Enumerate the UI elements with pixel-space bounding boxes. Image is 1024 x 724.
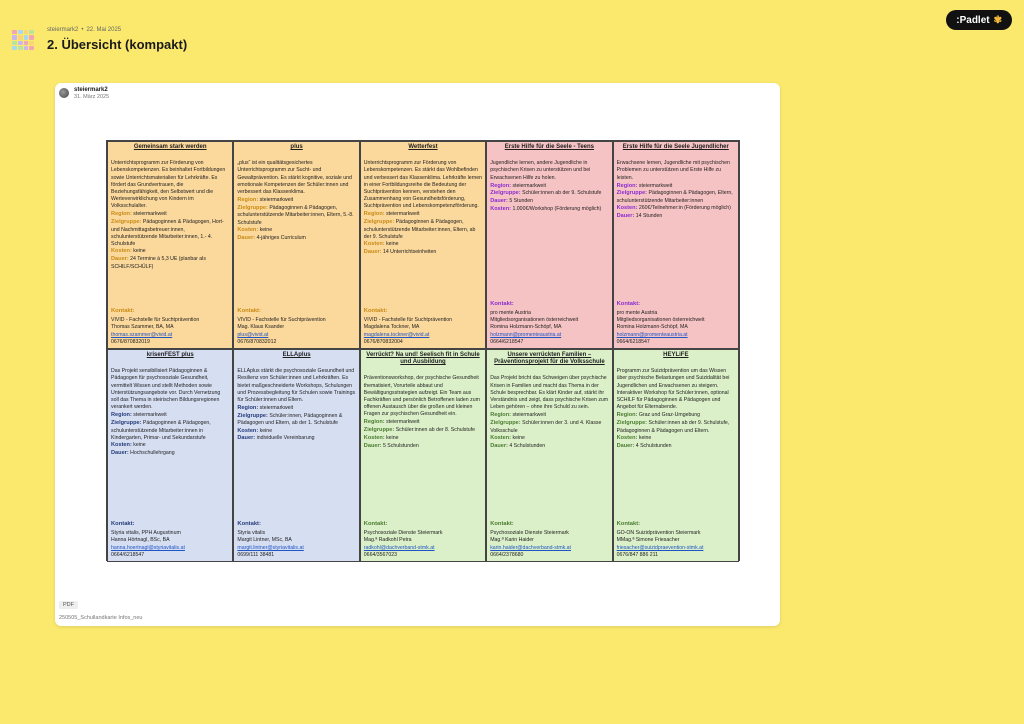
field-label: Zielgruppe: (490, 190, 521, 197)
contact-email-link[interactable]: radkohl@dachverband-stmk.at (363, 544, 435, 551)
contact-line: Styria vitalis, PPH Augustinum (111, 530, 181, 537)
program-cell (486, 141, 612, 349)
board-author[interactable]: steiermark2 (47, 27, 79, 33)
field-label: Region: (616, 182, 638, 189)
program-target-group (617, 190, 735, 205)
pdf-preview[interactable] (106, 140, 740, 561)
program-cost (111, 442, 229, 450)
contact-phone: 0676/870832004 (363, 338, 403, 345)
program-cell (613, 349, 739, 562)
field-label: Kosten: (111, 248, 132, 255)
field-value: keine (133, 248, 146, 255)
contact-phone: 0676/870832012 (237, 338, 277, 345)
field-value: Schüler:innen ab der 8. Schulstufe (395, 427, 476, 434)
field-label: Dauer: (616, 213, 635, 220)
program-description: ELLAplus stärkt die psychosoziale Gesundheit und Resilienz von Schüler:innen und Lehrkräften. Es bietet maßgeschneiderte Workshops, Schulungen und Prozessbegleitung für Schulen sowie Trainings für Schüler:innen und Eltern. (237, 368, 356, 403)
program-region (364, 211, 482, 219)
program-cost (364, 435, 482, 443)
contact-line: VIVID - Fachstelle für Suchtprävention (111, 317, 200, 324)
field-value: steiermarkweit (133, 211, 167, 218)
program-title: HEYLiFE (663, 352, 689, 358)
field-value: 4 Schulstunden (635, 442, 672, 449)
program-contact (111, 521, 229, 559)
contact-line: Romina Holzmann-Schöpf, MA (490, 324, 562, 331)
program-cell (360, 349, 486, 562)
contact-label: Kontakt: (616, 301, 641, 308)
contact-line: pro mente Austria (616, 310, 658, 317)
contact-line: Mag. Klaus Ksander (237, 324, 285, 331)
field-value: keine (386, 241, 399, 248)
field-value: steiermarkweit (386, 419, 420, 426)
program-cell (360, 141, 486, 349)
field-label: Region: (490, 182, 512, 189)
contact-line: VIVID - Fachstelle für Suchtprävention (363, 317, 453, 324)
program-cost (617, 435, 735, 443)
field-label: Region: (490, 412, 512, 419)
field-label: Kosten: (490, 205, 512, 212)
contact-email-link[interactable]: thomas.szammer@vivid.at (111, 331, 173, 338)
field-label: Dauer: (237, 234, 256, 241)
post-card[interactable] (55, 83, 780, 626)
board-date: 22. Mai 2025 (86, 27, 122, 33)
field-label: Kosten: (616, 205, 638, 212)
program-contact (237, 521, 355, 559)
field-label: Zielgruppe: (237, 412, 268, 419)
field-value: steiermarkweit (512, 182, 546, 189)
field-label: Zielgruppe: (237, 204, 268, 211)
contact-email-link[interactable]: holzmann@promenteaustria.at (490, 331, 562, 338)
program-cell (107, 141, 233, 349)
program-title: Wetterfest (408, 144, 438, 150)
avatar[interactable] (59, 88, 69, 98)
field-value: individuelle Vereinbarung (256, 435, 315, 442)
contact-line: Mitgliedsorganisationen österreichweit (490, 317, 579, 324)
program-table (106, 140, 740, 561)
field-label: Zielgruppe: (363, 427, 395, 434)
field-label: Dauer: (237, 435, 256, 442)
program-region (111, 211, 229, 219)
contact-email-link[interactable]: holzmann@promenteaustria.at (616, 331, 688, 338)
field-value: Schüler:innen, Pädagoginnen & Pädagogen und Eltern, ab der 1. Schulstufe (237, 412, 343, 427)
program-duration (111, 450, 229, 458)
program-region (617, 183, 735, 191)
program-duration (617, 443, 735, 451)
program-cost (111, 248, 229, 256)
program-region (490, 412, 608, 420)
field-label: Zielgruppe: (616, 190, 648, 197)
program-duration (617, 213, 735, 221)
contact-email-link[interactable]: plus@vivid.at (237, 331, 269, 338)
program-duration (111, 256, 229, 271)
contact-phone: 0676/847 886 211 (616, 551, 659, 558)
program-contact (364, 308, 482, 346)
field-value: Pädagoginnen & Pädagogen, schulunterstützende Mitarbeiter:innen, Eltern, ab der 9. Schulstufe (363, 219, 476, 240)
contact-line: MMag.ª Simone Friesacher (616, 537, 680, 544)
program-description: Jugendliche lernen, andere Jugendliche in psychischen Krisen zu unterstützen und bei Erwachsenen Hilfe zu holen. (490, 160, 591, 181)
program-target-group (111, 219, 229, 248)
contact-line: Styria vitalis (237, 530, 266, 537)
field-value: keine (386, 434, 399, 441)
program-target-group (617, 420, 735, 435)
program-description: Unterrichtsprogramm zur Förderung von Lebenskompetenzen. Es beinhaltet Fortbildungen sowie Unterrichtsmaterialien für Lehrkräfte. Es fördert das Grundvertrauen, die Beziehungsfähigkeit, den Selbstwert und die Werteverwirklichung von Kindern im Volksschulalter. (111, 160, 226, 210)
program-description: Programm zur Suizidprävention um das Wissen über psychische Belastungen und Suizidalität bei Jugendlichen und Erwachsenen zu steigern. Interaktiver Workshop für Schüler:innen, optional SCHILF für Pädagoginnen & Pädagogen und Angebot für Elternabende. (616, 368, 730, 411)
field-label: Region: (616, 412, 638, 419)
program-cell (107, 349, 233, 562)
page-title: 2. Übersicht (kompakt) (47, 37, 188, 52)
field-label: Kosten: (111, 442, 132, 448)
field-value: 5 Stunden (509, 198, 534, 205)
contact-line: Mag.ª Radkohl Petra (363, 537, 412, 544)
contact-label: Kontakt: (111, 521, 135, 528)
program-cost (364, 241, 482, 249)
contact-line: pro mente Austria (490, 310, 531, 317)
program-cost (490, 198, 608, 206)
program-cost (617, 205, 735, 213)
field-value: keine (512, 434, 525, 441)
contact-line: Psychosoziale Dienste Steiermark (363, 530, 443, 537)
field-value: steiermarkweit (638, 182, 673, 189)
post-author[interactable]: steiermark2 (74, 87, 108, 93)
program-contact (111, 308, 229, 346)
attachment-filename[interactable]: 250505_Schullandkarte Infos_neu (59, 615, 143, 621)
program-cell (613, 141, 739, 349)
field-value: steiermarkweit (512, 412, 546, 419)
program-target-group (237, 205, 355, 227)
program-region (237, 405, 355, 413)
field-label: Kosten: (616, 434, 638, 441)
field-label: Region: (111, 412, 132, 419)
field-label: Dauer: (363, 442, 382, 449)
field-value: Graz und Graz-Umgebung (638, 412, 701, 419)
program-title: Erste Hilfe für die Seele Jugendlicher (622, 144, 729, 150)
contact-phone: 0664/3567023 (363, 551, 397, 558)
program-duration (490, 443, 608, 451)
contact-email-link[interactable]: magdalena.tockner@vivid.at (363, 331, 430, 338)
board-meta (47, 27, 121, 33)
program-region (237, 197, 355, 205)
program-cell (486, 349, 612, 562)
program-description: Erwachsene lernen, Jugendliche mit psychischen Problemen zu unterstützen und Erste Hilfe zu leisten. (616, 160, 730, 181)
field-value: Pädagoginnen & Pädagogen, Hort- und Nachmittagsbetreuer:innen, schulunterstützende Mitarbeiter:innen, 1.- 4. Schulstufe (111, 219, 224, 248)
field-label: Zielgruppe: (490, 419, 521, 426)
field-value: 14 Unterrichtseinheiten (382, 248, 437, 255)
field-label: Kosten: (363, 434, 385, 441)
field-label: Kosten: (237, 226, 259, 233)
contact-phone: 0664/6218547 (111, 551, 145, 558)
program-description: Das Projekt bricht das Schweigen über psychische Krisen in Familien und macht das Thema in der Schule besprechbar. Es klärt Kinder auf, stärkt ihr Verständnis und zeigt, dass psychische Krisen zum Leben gehören – ohne ihre Schuld zu sein. (490, 375, 609, 411)
field-label: Kosten: (363, 241, 385, 248)
program-duration (237, 435, 355, 443)
program-title: Erste Hilfe für die Seele - Teens (504, 144, 595, 150)
program-region (490, 183, 608, 191)
program-region (364, 419, 482, 427)
attachment-type-badge: PDF (59, 601, 78, 609)
program-title: Gemeinsam stark werden (133, 144, 207, 150)
meta-separator: • (81, 27, 84, 33)
field-value: Schüler:innen ab der 9. Schulstufe (522, 190, 602, 197)
field-label: Zielgruppe: (616, 419, 648, 426)
program-contact (617, 521, 735, 559)
field-label: Region: (363, 419, 385, 426)
field-value: steiermarkweit (259, 405, 294, 412)
contact-phone: 0699/111 38481 (237, 551, 275, 558)
flower-icon: ✾ (993, 14, 1002, 26)
field-label: Dauer: (111, 256, 129, 263)
program-region (617, 412, 735, 420)
field-label: Region: (363, 211, 385, 218)
field-label: Dauer: (363, 248, 382, 255)
field-value: steiermarkweit (133, 412, 167, 419)
contact-label: Kontakt: (363, 308, 388, 315)
field-value: keine (259, 427, 273, 434)
contact-label: Kontakt: (237, 521, 261, 528)
program-contact (237, 308, 355, 346)
program-target-group (490, 420, 608, 435)
contact-email-link[interactable]: karin.haider@dachverband-stmk.at (490, 544, 571, 551)
program-cell (233, 349, 359, 562)
program-duration (237, 235, 355, 243)
field-value: 260€/Teilnehmer:in (Förderung möglich) (638, 205, 731, 212)
program-title: Verrückt? Na und! Seelisch fit in Schule und Ausbildung (366, 352, 480, 366)
contact-label: Kontakt: (363, 521, 388, 528)
contact-phone: 0664/6218547 (616, 338, 650, 345)
contact-line: Romina Holzmann-Schöpf, MA (616, 324, 688, 331)
contact-phone: 0664/2378680 (490, 551, 524, 558)
field-value: keine (133, 442, 146, 448)
program-target-group (364, 427, 482, 435)
field-label: Dauer: (490, 198, 508, 205)
field-value: Pädagoginnen & Pädagogen, schulunterstützende Mitarbeiter:innen in Kindergarten, Primar- und Sekundarstufe (111, 419, 211, 441)
field-label: Zielgruppe: (111, 419, 142, 426)
field-label: Dauer: (616, 442, 635, 449)
field-value: steiermarkweit (386, 211, 420, 218)
field-value: 4 Schulstunden (509, 442, 546, 449)
field-value: steiermarkweit (259, 197, 294, 204)
field-label: Region: (237, 405, 259, 412)
post-date: 31. März 2025 (74, 94, 110, 100)
field-value: 1.000€/Workshop (Förderung möglich) (512, 205, 602, 212)
field-label: Zielgruppe: (363, 219, 395, 226)
field-value: 4-jähriges Curriculum (256, 234, 306, 241)
contact-phone: 0676/870832019 (111, 338, 150, 345)
field-label: Kosten: (237, 427, 259, 434)
contact-line: Magdalena Tockner, MA (363, 324, 420, 331)
padlet-logo-button[interactable] (946, 10, 1012, 30)
field-value: 14 Stunden (635, 213, 663, 220)
contact-line: Mag.ª Karin Haider (490, 537, 534, 544)
contact-line: Thomas Szammer, BA, MA (111, 324, 174, 331)
field-value: keine (259, 226, 273, 233)
field-value: 5 Schulstunden (382, 442, 419, 449)
program-cell (233, 141, 359, 349)
contact-label: Kontakt: (490, 301, 514, 308)
field-value: 24 Termine à 5,3 UE (planbar als SCHILF/SCHÜLF) (111, 256, 206, 270)
contact-label: Kontakt: (237, 308, 261, 315)
program-contact (490, 521, 608, 559)
contact-email-link[interactable]: hanna.hoertnagl@styriavitalis.at (111, 544, 185, 551)
program-title: plus (290, 144, 303, 150)
contact-label: Kontakt: (616, 521, 641, 528)
program-contact (617, 301, 735, 346)
field-label: Region: (237, 197, 259, 204)
program-region (111, 412, 229, 420)
field-label: Region: (111, 211, 132, 218)
program-title: Unsere verrückten Familien – Präventionsprojekt für die Volksschule (494, 352, 605, 366)
field-value: Schüler:innen ab der 9. Schulstufe, Pädagoginnen & Pädagogen und Eltern. (616, 419, 730, 434)
contact-line: VIVID - Fachstelle für Suchtprävention (237, 317, 326, 324)
contact-line: Mitgliedsorganisationen österreichweit (616, 317, 705, 324)
field-value: Pädagoginnen & Pädagogen, schulunterstützende Mitarbeiter:innen, Eltern, 5.-8. Schulstufe (237, 204, 354, 226)
program-contact (364, 521, 482, 559)
program-description: „plus“ ist ein qualitätsgesichertes Unterrichtsprogramm zur Sucht- und Gewaltprävention. Es stärkt kognitive, soziale und emotionale Kompetenzen der Schüler:innen und verbessert das Klassenklima. (237, 160, 352, 195)
field-label: Kosten: (490, 434, 512, 441)
program-duration (364, 443, 482, 451)
field-value: Schüler:innen der 3. und 4. Klasse Volksschule (490, 419, 602, 434)
padlet-thumbnail[interactable] (12, 30, 34, 50)
program-contact (490, 301, 608, 346)
program-description: Das Projekt sensibilisiert Pädagoginnen & Pädagogen für psychosoziale Gesundheit, vermittelt Wissen und stellt Methoden sowie Unterstützungsangebote vor. Durch Vernetzung soll das Thema in steirischen Bildungsregionen verankert werden. (111, 368, 221, 411)
field-value: Hochschullehrgang (130, 449, 175, 456)
program-title: krisenFEST plus (146, 352, 194, 358)
field-value: Pädagoginnen & Pädagogen, Eltern, schulunterstützende Mitarbeiter:innen (616, 190, 733, 205)
contact-label: Kontakt: (490, 521, 514, 528)
program-duration (364, 249, 482, 257)
program-description: Präventionsworkshop, der psychische Gesundheit thematisiert, Vorurteile abbaut und Bewältigungsstrategien aufzeigt. Ein Team aus Fachkräften und persönlich Betroffenen laden zum offenen Austausch über die großen und kleinen Fragen zur psychischen Gesundheit ein. (363, 375, 480, 418)
contact-email-link[interactable]: margit.lintner@styriavitalis.at (237, 544, 304, 551)
program-target-group (237, 413, 355, 428)
program-target-group (364, 219, 482, 241)
contact-line: GO-ON Suizidprävention Steiermark (616, 530, 701, 537)
field-value: keine (638, 434, 652, 441)
contact-line: Hanna Hörtnagl, BSc, BA (111, 537, 170, 544)
padlet-logo-text: :Padlet (956, 14, 990, 26)
program-target-group (490, 190, 608, 198)
contact-phone: 0664/6218547 (490, 338, 524, 345)
contact-line: Psychosoziale Dienste Steiermark (490, 530, 569, 537)
field-label: Dauer: (490, 442, 508, 449)
field-label: Zielgruppe: (111, 219, 142, 226)
program-cost (490, 435, 608, 443)
contact-line: Margit Lintner, MSc, BA (237, 537, 292, 544)
program-duration (490, 206, 608, 214)
program-title: ELLAplus (282, 352, 311, 358)
field-label: Dauer: (111, 449, 129, 456)
program-target-group (111, 420, 229, 442)
program-description: Unterrichtsprogramm zur Förderung von Lebenskompetenzen. Es stärkt das Wohlbefinden und verbessert das Klassenklima. Lehrkräfte lernen in einer Fortbildungsreihe die Bedeutung der Suchtprävention kennen, verstehen den Zusammenhang von Gesundheitsförderung, Suchtprävention und Lebenskompetenzförderung. (363, 160, 483, 210)
contact-label: Kontakt: (111, 308, 135, 315)
program-cost (237, 428, 355, 436)
program-cost (237, 227, 355, 235)
contact-email-link[interactable]: friesacher@suizidpraevention-stmk.at (616, 544, 704, 551)
